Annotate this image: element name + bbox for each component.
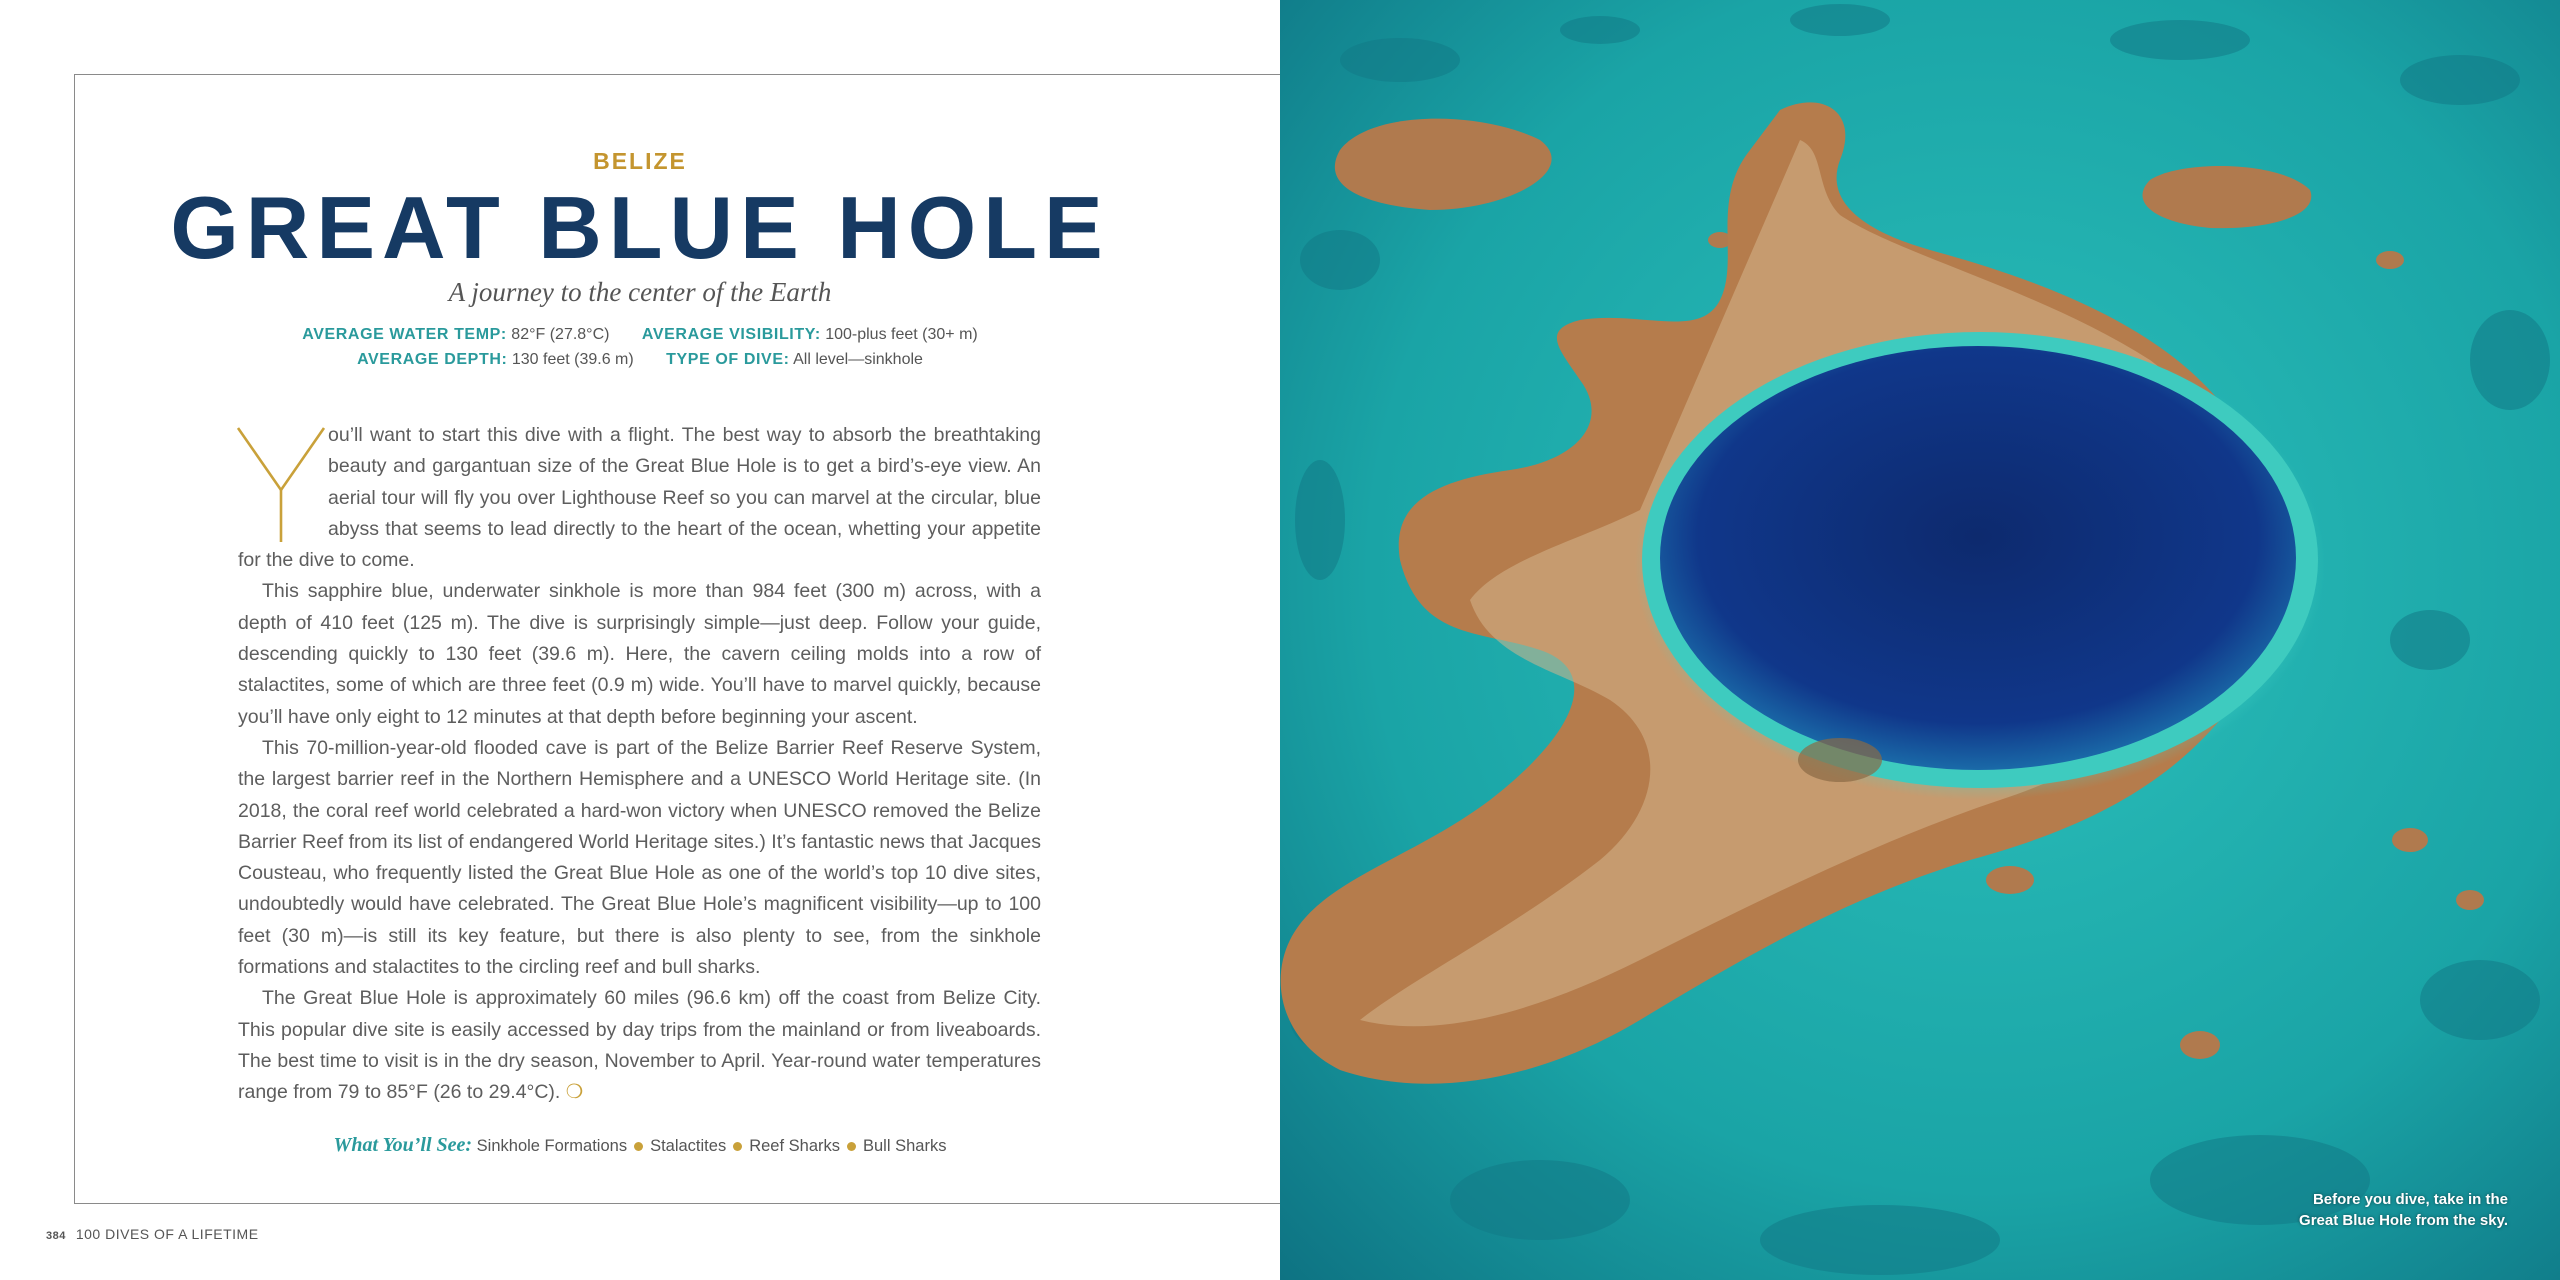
what-youll-see-label: What You’ll See: [333, 1134, 473, 1156]
see-item: Reef Sharks [749, 1137, 840, 1155]
caption-line-2: Great Blue Hole from the sky. [2299, 1212, 2508, 1229]
stat-water-temp: AVERAGE WATER TEMP: 82°F (27.8°C) [302, 326, 610, 343]
paragraph-2: This sapphire blue, underwater sinkhole is more than 984 feet (300 m) across, with a depth of 410 feet (125 m). The dive is surprisingly simple—just deep. Follow your guide, descending quickly to 130 feet (39.6 m). Here, the cavern ceiling molds into a row of stalactites, some of which are three feet (0.9 m) wide. You’ll have to marvel quickly, because you’ll have only eight to 12 minutes at that depth before beginning your ascent. [238, 580, 1041, 728]
paragraph-1: ou’ll want to start this dive with a flight. The best way to absorb the breathtaking beauty and gargantuan size of the Great Blue Hole is to get a bird’s-eye view. An aerial tour will fly you over Lighthouse Reef so you can marvel at the circular, blue abyss that seems to lead directly to the heart of the ocean, whetting your appetite for the dive to come. [238, 424, 1041, 572]
gold-dot-icon [733, 1142, 742, 1151]
stats-row-2 [0, 351, 1280, 369]
see-item: Stalactites [650, 1137, 727, 1155]
see-item: Bull Sharks [863, 1137, 947, 1155]
page-number: 384 [46, 1230, 66, 1242]
stat-dive-type: TYPE OF DIVE: All level—sinkhole [666, 351, 923, 368]
drop-cap-y-glyph [236, 420, 326, 544]
drop-cap-letter: Y [281, 540, 282, 541]
paragraph-3: This 70-million-year-old flooded cave is part of the Belize Barrier Reef Reserve System, the largest barrier reef in the Northern Hemisphere and a UNESCO World Heritage site. (In 2018, the coral reef world celebrated a hard-won victory when UNESCO removed the Belize Barrier Reef from its list of endangered World Heritage sites.) It’s fantastic news that Jacques Cousteau, who frequently listed the Great Blue Hole as one of the world’s top 10 dive sites, undoubtedly would have celebrated. The Great Blue Hole’s magnificent visibility—up to 100 feet (30 m)—is still its key feature, but there is also plenty to see, from the sinkhole formations and stalactites to the circling reef and bull sharks. [238, 736, 1041, 979]
region-label: BELIZE [593, 148, 687, 174]
see-item: Sinkhole Formations [476, 1137, 628, 1155]
photo-illustration [1280, 0, 2560, 1280]
paragraph-4 [238, 983, 1041, 1108]
gold-dot-icon [634, 1142, 643, 1151]
aerial-photo-great-blue-hole [1280, 0, 2560, 1280]
folio [46, 1226, 259, 1242]
article-body [238, 420, 1041, 1109]
gold-dot-icon [847, 1142, 856, 1151]
stats-row-1 [0, 326, 1280, 344]
caption-line-1: Before you dive, take in the [2312, 1191, 2508, 1208]
book-title: 100 DIVES OF A LIFETIME [75, 1226, 259, 1242]
page-title: GREAT BLUE HOLE [170, 178, 1110, 277]
stat-depth: AVERAGE DEPTH: 130 feet (39.6 m) [357, 351, 634, 368]
reef-shadow [1798, 738, 1882, 782]
blue-hole [1660, 346, 2296, 770]
stat-visibility: AVERAGE VISIBILITY: 100-plus feet (30+ m) [641, 326, 978, 343]
page-subtitle: A journey to the center of the Earth [448, 277, 832, 307]
what-youll-see [0, 1134, 1280, 1157]
paragraph-4-text: The Great Blue Hole is approximately 60 miles (96.6 km) off the coast from Belize City. This popular dive site is easily accessed by day trips from the mainland or from liveaboards. The best time to visit is in the dry season, November to April. Year-round water temperatures range from 79 to 85°F (26 to 29.4°C). [238, 987, 1041, 1104]
photo-caption [2299, 1189, 2508, 1231]
open-circle-icon: ❍ [565, 1081, 584, 1104]
